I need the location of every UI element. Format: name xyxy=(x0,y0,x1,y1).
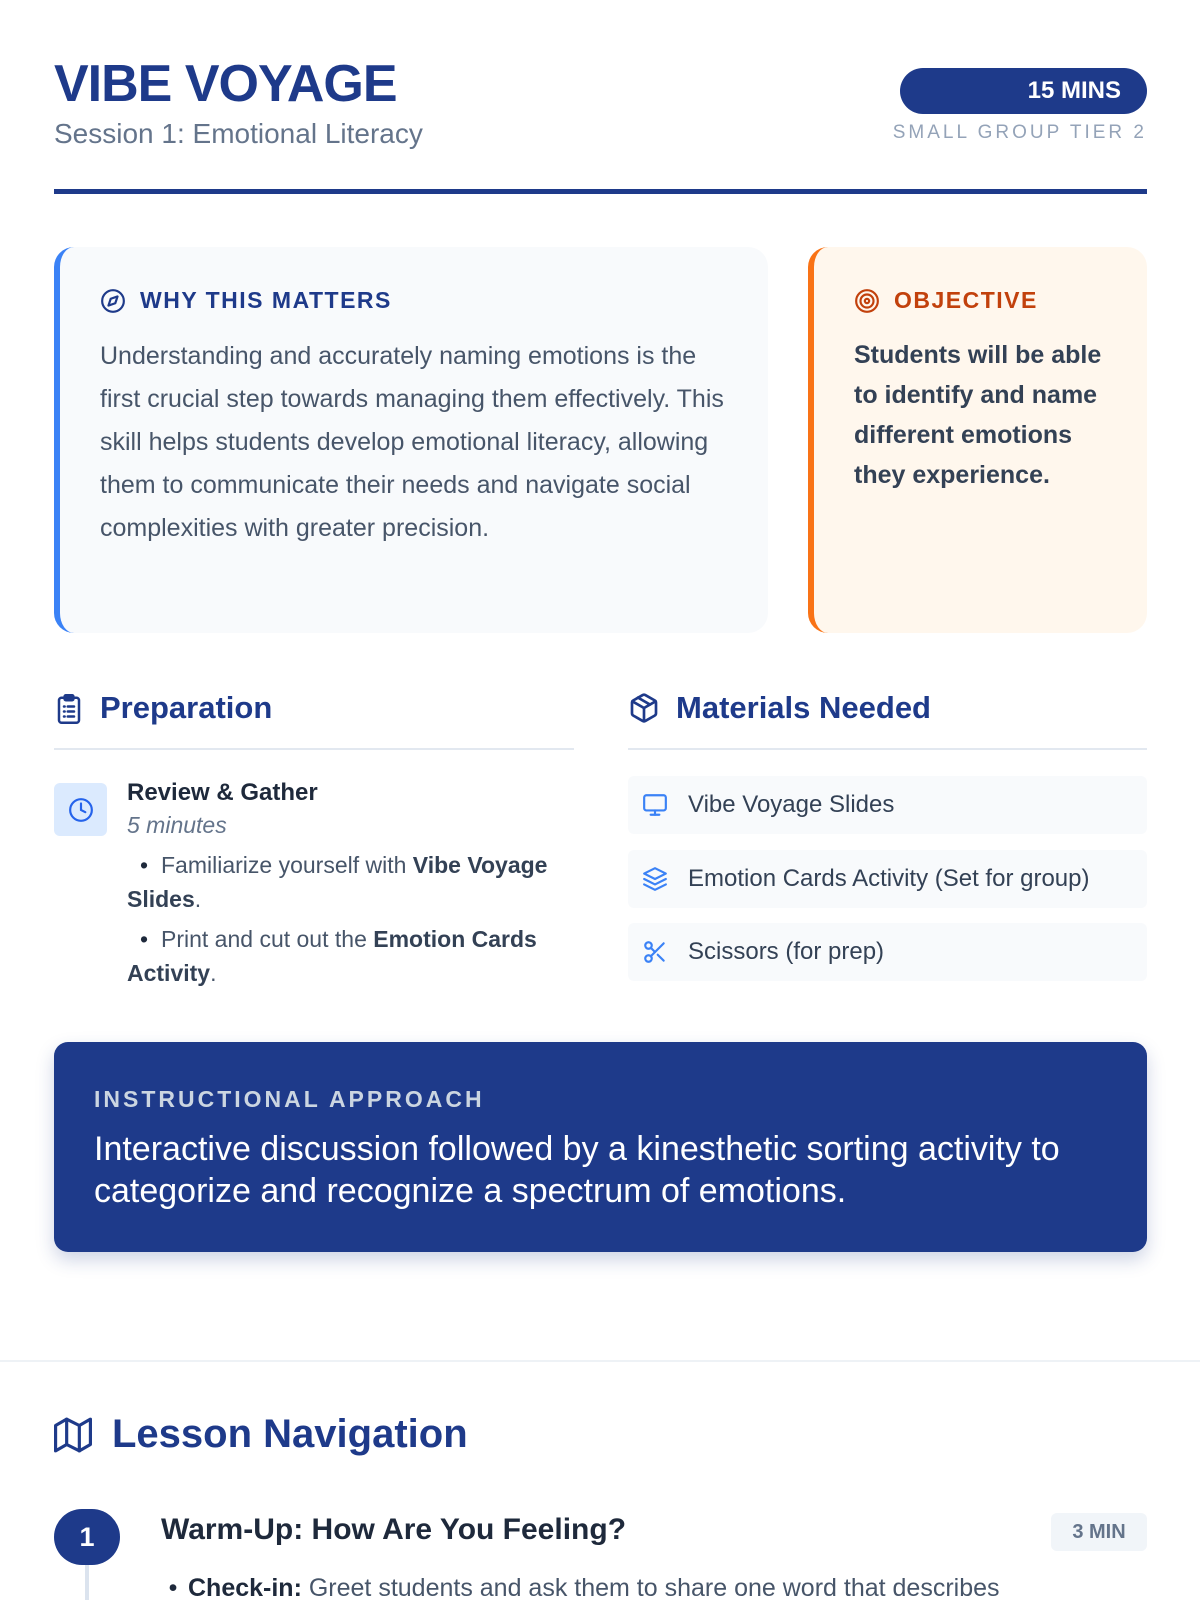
step-title: Warm-Up: How Are You Feeling? xyxy=(161,1513,627,1546)
preparation-heading-row xyxy=(54,690,574,750)
package-icon xyxy=(628,692,660,724)
objective-heading-row xyxy=(854,287,1038,314)
page-title: VIBE VOYAGE xyxy=(54,55,397,113)
approach-text: Interactive discussion followed by a kinesthetic sorting activity to categorize and recognize a spectrum of emotions. xyxy=(94,1130,1060,1210)
instructional-approach-panel xyxy=(54,1042,1147,1252)
materials-heading: Materials Needed xyxy=(676,690,931,725)
scissors-icon xyxy=(642,939,668,965)
tier-label: SMALL GROUP TIER 2 xyxy=(892,122,1147,143)
step-bullet: • Check-in: Greet students and ask them to share one word that describes xyxy=(158,1574,1118,1600)
why-this-matters-card xyxy=(54,247,768,633)
step-duration-badge: 3 MIN xyxy=(1051,1513,1147,1551)
prep-item-title: Review & Gather xyxy=(127,779,318,806)
duration-badge: 15 MINS xyxy=(900,68,1147,114)
approach-label: INSTRUCTIONAL APPROACH xyxy=(94,1086,485,1112)
lesson-navigation-heading-row xyxy=(54,1412,468,1457)
compass-icon xyxy=(100,288,126,314)
prep-item-time: 5 minutes xyxy=(127,812,227,838)
target-icon xyxy=(854,288,880,314)
objective-heading: OBJECTIVE xyxy=(894,287,1038,313)
map-icon xyxy=(54,1416,92,1454)
material-label: Vibe Voyage Slides xyxy=(688,791,895,818)
section-divider xyxy=(0,1360,1200,1362)
objective-body: Students will be able to identify and name different emotions they experience. xyxy=(854,341,1102,489)
materials-heading-row xyxy=(628,690,1147,750)
why-body: Understanding and accurately naming emotions is the first crucial step towards managing them effectively. This skill helps students develop emotional literacy, allowing them to communicate their needs and navigate social complexities with greater precision. xyxy=(100,342,724,542)
material-item-scissors xyxy=(628,923,1147,981)
lesson-navigation-heading: Lesson Navigation xyxy=(112,1412,468,1456)
step-number-badge: 1 xyxy=(54,1509,120,1565)
preparation-heading: Preparation xyxy=(100,690,273,725)
material-label: Scissors (for prep) xyxy=(688,938,885,965)
prep-checklist xyxy=(127,848,567,996)
list-item: • Familiarize yourself with Vibe Voyage Slides. xyxy=(127,848,567,916)
step-connector xyxy=(85,1565,89,1600)
clipboard-icon xyxy=(54,692,84,726)
why-heading: WHY THIS MATTERS xyxy=(140,287,392,313)
clock-icon xyxy=(54,783,107,836)
material-label: Emotion Cards Activity (Set for group) xyxy=(688,865,1090,892)
material-item-emotion-cards xyxy=(628,850,1147,908)
why-heading-row xyxy=(100,287,392,314)
page-header xyxy=(54,52,1147,194)
list-item: • Print and cut out the Emotion Cards Activity. xyxy=(127,922,567,990)
monitor-icon xyxy=(642,792,668,818)
layers-icon xyxy=(642,866,668,892)
material-item-slides xyxy=(628,776,1147,834)
objective-card xyxy=(808,247,1147,633)
session-subtitle: Session 1: Emotional Literacy xyxy=(54,118,423,149)
